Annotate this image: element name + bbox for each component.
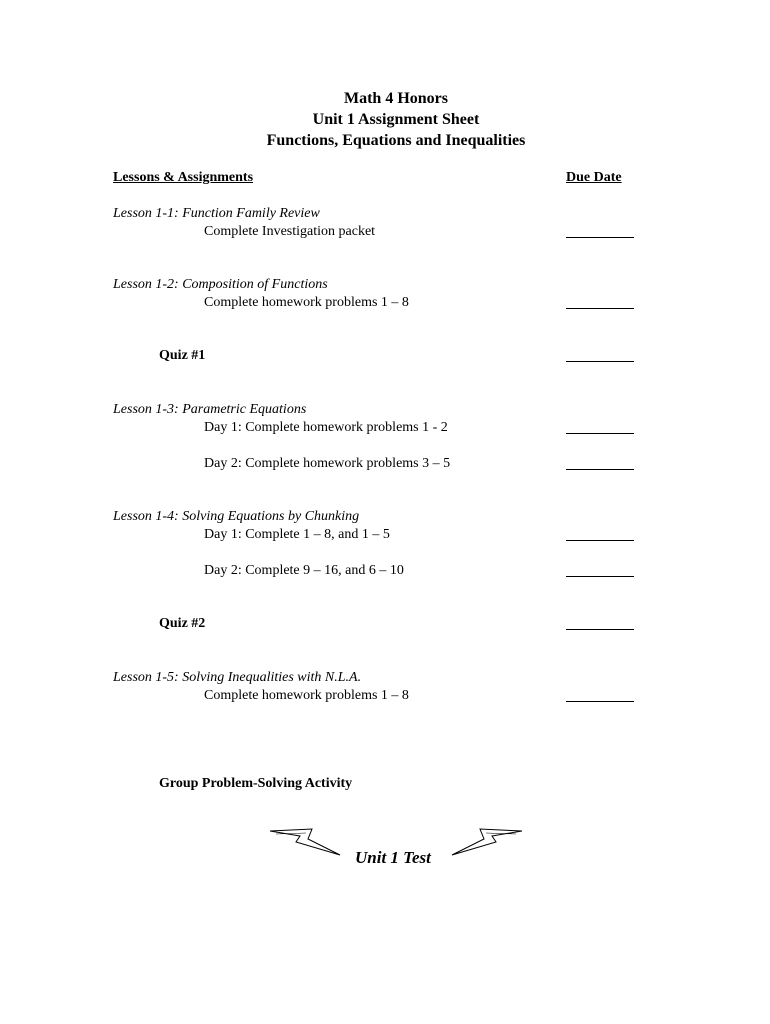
quiz-label: Quiz #1 — [159, 348, 206, 363]
column-header-lessons: Lessons & Assignments — [113, 170, 254, 185]
lightning-bolt-icon — [448, 828, 524, 858]
due-date-blank — [566, 540, 634, 541]
assignment-task: Complete Investigation packet — [204, 224, 376, 239]
due-date-blank — [566, 629, 634, 630]
due-date-blank — [566, 308, 634, 309]
group-activity-label: Group Problem-Solving Activity — [159, 776, 353, 791]
quiz-label: Quiz #2 — [159, 616, 206, 631]
title-course: Math 4 Honors — [344, 90, 448, 107]
title-sheet: Unit 1 Assignment Sheet — [312, 111, 480, 128]
due-date-blank — [566, 469, 634, 470]
assignment-task: Day 1: Complete homework problems 1 - 2 — [204, 420, 448, 435]
due-date-blank — [566, 237, 634, 238]
lesson-title: Lesson 1-1: Function Family Review — [113, 206, 320, 221]
assignment-task: Day 1: Complete 1 – 8, and 1 – 5 — [204, 527, 390, 542]
due-date-blank — [566, 361, 634, 362]
lesson-title: Lesson 1-5: Solving Inequalities with N.L.A. — [113, 670, 362, 685]
column-header-due-date: Due Date — [566, 170, 622, 185]
lesson-title: Lesson 1-2: Composition of Functions — [113, 277, 328, 292]
assignment-task: Day 2: Complete 9 – 16, and 6 – 10 — [204, 563, 404, 578]
lesson-title: Lesson 1-4: Solving Equations by Chunking — [113, 509, 360, 524]
lightning-bolt-icon — [268, 828, 344, 858]
title-unit: Functions, Equations and Inequalities — [266, 132, 526, 149]
assignment-task: Day 2: Complete homework problems 3 – 5 — [204, 456, 451, 471]
due-date-blank — [566, 701, 634, 702]
unit-test-label: Unit 1 Test — [355, 848, 431, 867]
assignment-task: Complete homework problems 1 – 8 — [204, 295, 409, 310]
lesson-title: Lesson 1-3: Parametric Equations — [113, 402, 307, 417]
assignment-task: Complete homework problems 1 – 8 — [204, 688, 409, 703]
due-date-blank — [566, 433, 634, 434]
due-date-blank — [566, 576, 634, 577]
